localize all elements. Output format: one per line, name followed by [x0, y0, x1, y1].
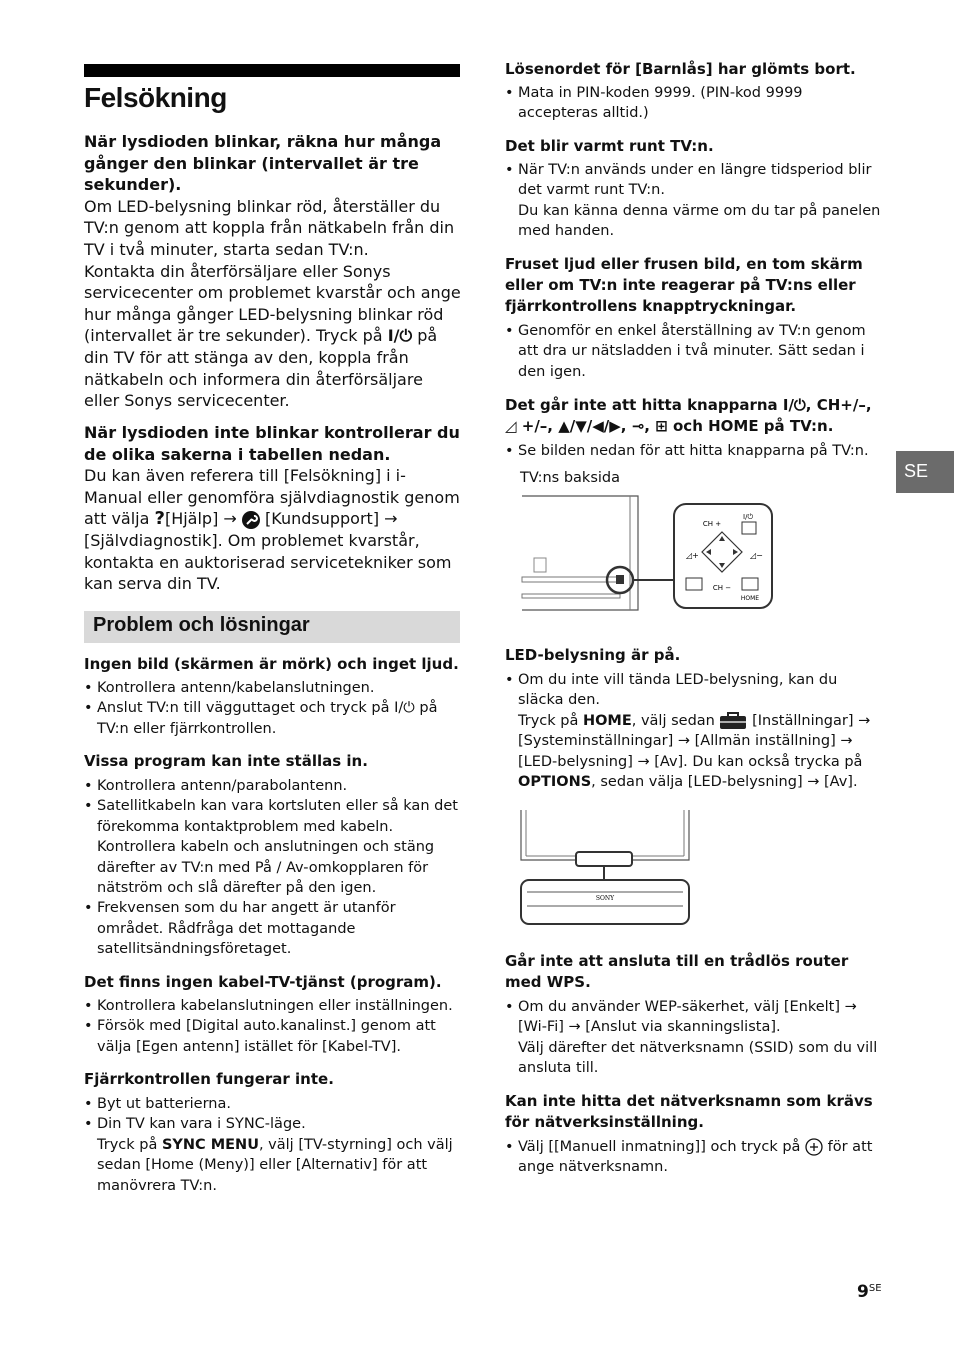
problem-heading: Vissa program kan inte ställas in.: [84, 752, 368, 770]
help-icon: ?: [154, 508, 165, 530]
power-label: I/⏻: [743, 513, 753, 521]
intro-heading-1: När lysdioden blinkar, räkna hur många gånger den blinkar (intervallet är tre sekunder).: [84, 132, 442, 195]
page-title: Felsökning: [84, 82, 227, 113]
problem-heading: Går inte att ansluta till en trådlös router med WPS.: [505, 952, 849, 991]
problem-heading: Det går inte att hitta knapparna I/⏻, CH+/–, ◿ +/–, ▲/▼/◀/▶, ⊸, ⊞ och HOME på TV:n.: [505, 396, 872, 435]
problem-heading: Kan inte hitta det nätverksnamn som krävs för nätverksinställning.: [505, 1092, 873, 1131]
problem-list: [84, 1094, 461, 1196]
problem-heading: LED-belysning är på.: [505, 646, 681, 664]
problem-list: [505, 160, 885, 242]
intro-paragraph-2: Du kan även referera till [Felsökning] i i-Manual eller genomföra självdiagnostik genom att välja ?[Hjälp] → [Kundsupport] → [Självdiagnostik]. Om problemet kvarstår, kontakta en auktoriserad servicetekniker som kan serva din TV.: [84, 466, 460, 594]
intro-block: [84, 131, 461, 412]
list-item: • Satellitkabeln kan vara kortsluten eller så kan det förekomma kontaktproblem med kabeln. Kontrollera kabeln och anslutningen och stäng därefter av TV:n med På / Av-omkopplaren för nätström och slå därefter på den igen.: [84, 796, 461, 898]
list-item: • Anslut TV:n till vägguttaget och tryck på I/⏻ på TV:n eller fjärrkontrollen.: [84, 698, 461, 739]
list-item: • Kontrollera kabelanslutningen eller inställningen.: [84, 996, 461, 1016]
page-number: $9^{SE}$: [857, 1282, 882, 1302]
problem-list: [84, 776, 461, 960]
problem-heading: Lösenordet för [Barnlås] har glömts bort.: [505, 60, 856, 78]
brand-logo: SONY: [595, 895, 615, 902]
problem-heading: Det finns ingen kabel-TV-tjänst (program).: [84, 973, 442, 991]
problem-list: [84, 996, 461, 1057]
list-item: • Frekvensen som du har angett är utanför området. Rådfråga det mottagande satellitsändningsföretaget.: [84, 898, 461, 959]
svg-text:◿+: ◿+: [686, 551, 699, 560]
problem-list: [505, 670, 885, 792]
section-header: Problem och lösningar: [84, 611, 460, 643]
problem-list: [505, 997, 885, 1079]
intro-heading-2: När lysdioden inte blinkar kontrollerar du de olika sakerna i tabellen nedan.: [84, 423, 460, 464]
list-item: • Se bilden nedan för att hitta knapparna på TV:n.: [505, 441, 885, 461]
problem-list: [505, 441, 885, 461]
svg-text:◿−: ◿−: [750, 551, 763, 560]
list-item: • Kontrollera antenn/kabelanslutningen.: [84, 678, 461, 698]
list-item: • Genomför en enkel återställning av TV:n genom att dra ur nätsladden i två minuter. Sätt sedan i den igen.: [505, 321, 885, 382]
problem-list: [84, 678, 461, 739]
intro-block-2: [84, 422, 461, 595]
wrench-icon: [242, 511, 260, 529]
list-item: • När TV:n används under en längre tidsperiod blir det varmt runt TV:n. Du kan känna denna värme om du tar på panelen med handen.: [505, 160, 885, 242]
problem-list: [505, 83, 885, 124]
tv-back-diagram: [520, 492, 776, 614]
list-item: • Byt ut batterierna.: [84, 1094, 461, 1114]
title-bar: [84, 64, 460, 77]
language-tab: SE: [896, 451, 954, 493]
diagram-caption: TV:ns baksida: [520, 470, 620, 486]
list-item: • Kontrollera antenn/parabolantenn.: [84, 776, 461, 796]
home-label: HOME: [740, 595, 760, 602]
list-item: • Om du använder WEP-säkerhet, välj [Enkelt] → [Wi-Fi] → [Anslut via skanningslista]. Välj därefter det nätverksnamn (SSID) som du vill ansluta till.: [505, 997, 885, 1079]
list-item: • Din TV kan vara i SYNC-läge. Tryck på SYNC MENU, välj [TV-styrning] och välj sedan [Home (Meny)] eller [Alternativ] för att manövrera TV:n.: [84, 1114, 461, 1196]
intro-paragraph-1a: Om LED-belysning blinkar röd, återställer du TV:n genom att koppla från nätkabeln från din TV i två minuter, starta sedan TV:n.: [84, 196, 455, 259]
intro-paragraph-1: Kontakta din återförsäljare eller Sonys servicecenter om problemet kvarstår och ange hur många gånger LED-belysning blinkar röd (intervallet är tre sekunder). Tryck på I/⏻ på din TV för att stänga av den, koppla från nätkabeln och informera din återförsäljare eller Sonys servicecenter.: [84, 261, 461, 411]
toolbox-icon: [719, 712, 747, 730]
list-item: • Om du inte vill tända LED-belysning, kan du släcka den. Tryck på HOME, välj sedan [Inställningar] → [Systeminställningar] → [Allmän inställning] → [LED-belysning] → [Av]. Du kan också trycka på OPTIONS, sedan välja [LED-belysning] → [Av].: [505, 670, 885, 792]
problem-heading: Det blir varmt runt TV:n.: [505, 137, 714, 155]
list-item: • Välj [[Manuell inmatning]] och tryck på för att ange nätverksnamn.: [505, 1137, 885, 1178]
ch-plus-label: CH +: [702, 520, 722, 528]
list-item: • Försök med [Digital auto.kanalinst.] genom att välja [Egen antenn] istället för [Kabel-TV].: [84, 1016, 461, 1057]
problem-heading: Ingen bild (skärmen är mörk) och inget ljud.: [84, 655, 459, 673]
problem-list: [505, 321, 885, 382]
tv-front-diagram: [518, 808, 692, 926]
list-item: • Mata in PIN-koden 9999. (PIN-kod 9999 accepteras alltid.): [505, 83, 885, 124]
ch-minus-label: CH −: [712, 584, 732, 592]
enter-icon: [805, 1138, 823, 1156]
problem-list: [505, 1137, 885, 1178]
problem-heading: Fjärrkontrollen fungerar inte.: [84, 1070, 334, 1088]
problem-heading: Fruset ljud eller frusen bild, en tom skärm eller om TV:n inte reagerar på TV:ns eller fjärrkontrollens knapptryckningar.: [505, 255, 863, 315]
